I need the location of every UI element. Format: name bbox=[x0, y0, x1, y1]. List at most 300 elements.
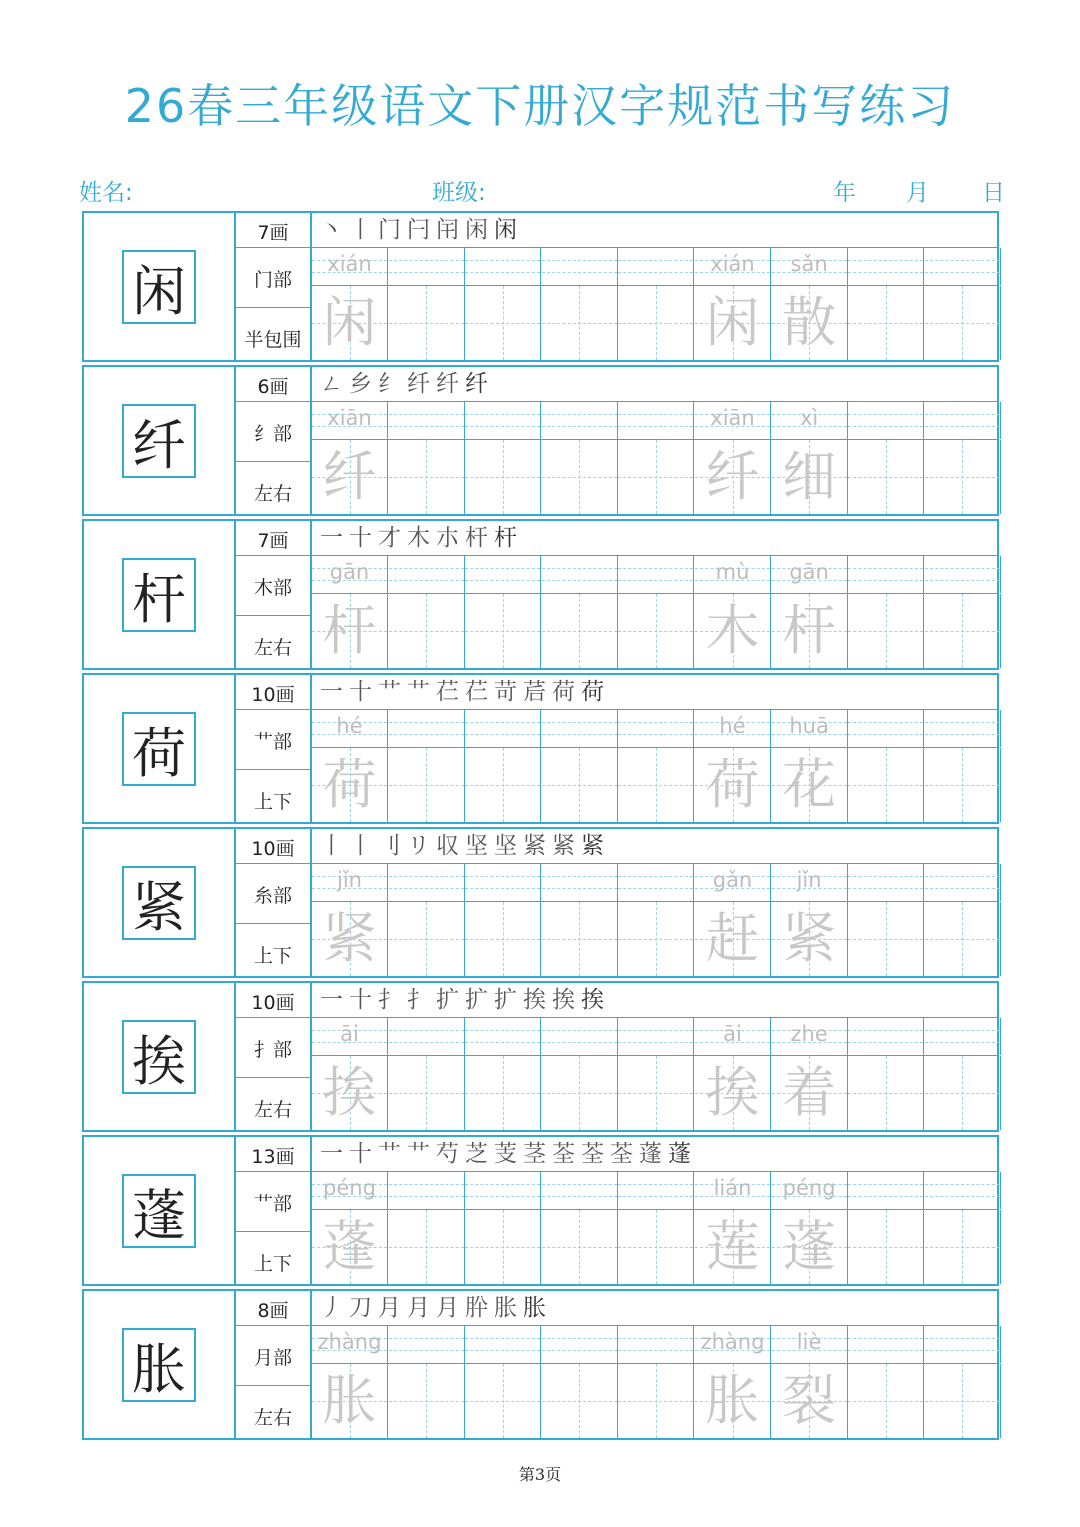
pinyin-cell[interactable] bbox=[465, 248, 541, 285]
stroke-step: 一 bbox=[320, 987, 349, 1013]
pinyin-cell[interactable] bbox=[389, 1326, 465, 1363]
tian-grid-cell[interactable] bbox=[618, 1364, 694, 1438]
stroke-step: 刂 bbox=[378, 833, 407, 859]
stroke-step: 月 bbox=[436, 1295, 465, 1321]
char-info bbox=[236, 213, 312, 360]
writing-grid bbox=[312, 675, 997, 822]
tian-grid-cell[interactable] bbox=[848, 440, 924, 514]
hanzi-guide: 杆 bbox=[322, 599, 377, 662]
model-char-cell bbox=[84, 367, 236, 514]
structure: 左右 bbox=[253, 483, 292, 505]
pinyin-cell[interactable] bbox=[312, 402, 388, 439]
hanzi-guide: 闲 bbox=[322, 291, 377, 354]
stroke-step: 丿 bbox=[320, 1295, 349, 1321]
tian-grid-cell[interactable] bbox=[312, 1210, 388, 1284]
tian-grid-cell[interactable] bbox=[695, 902, 771, 976]
pinyin-guide: liè bbox=[796, 1330, 822, 1354]
tian-grid-cell[interactable] bbox=[925, 286, 1001, 360]
stroke-step: 挨 bbox=[552, 987, 581, 1013]
stroke-step: 坚 bbox=[465, 833, 494, 859]
pinyin-row bbox=[312, 248, 997, 286]
hanzi-guide: 花 bbox=[782, 753, 837, 816]
stroke-step: 纟 bbox=[378, 371, 407, 397]
char-block bbox=[82, 981, 999, 1132]
pinyin-cell[interactable] bbox=[848, 1018, 924, 1055]
tian-grid-cell[interactable] bbox=[695, 748, 771, 822]
pinyin-cell[interactable] bbox=[925, 1326, 1001, 1363]
hanzi-guide: 荷 bbox=[322, 753, 377, 816]
pinyin-cell[interactable] bbox=[848, 402, 924, 439]
char-block bbox=[82, 673, 999, 824]
char-info bbox=[236, 367, 312, 514]
tian-grid-cell[interactable] bbox=[695, 1364, 771, 1438]
stroke-count: 7画 bbox=[257, 530, 289, 552]
pinyin-cell[interactable] bbox=[618, 864, 694, 901]
pinyin-cell[interactable] bbox=[542, 556, 618, 593]
tian-grid-cell[interactable] bbox=[848, 902, 924, 976]
stroke-step: 杆 bbox=[465, 525, 494, 551]
hanzi-guide: 纤 bbox=[705, 445, 760, 508]
model-char-cell bbox=[84, 521, 236, 668]
stroke-step: 芢 bbox=[465, 679, 494, 705]
tian-grid-cell[interactable] bbox=[389, 748, 465, 822]
hanzi-guide: 胀 bbox=[322, 1369, 377, 1432]
stroke-step: 苛 bbox=[494, 679, 523, 705]
tian-grid-cell[interactable] bbox=[772, 286, 848, 360]
stroke-step: 闩 bbox=[407, 217, 436, 243]
tian-grid-cell[interactable] bbox=[389, 594, 465, 668]
pinyin-cell[interactable] bbox=[695, 710, 771, 747]
model-char: 杆 bbox=[122, 558, 196, 632]
stroke-count: 8画 bbox=[257, 1300, 289, 1322]
pinyin-guide: āi bbox=[723, 1022, 742, 1046]
pinyin-cell[interactable] bbox=[389, 248, 465, 285]
radical: 纟部 bbox=[253, 423, 292, 445]
hanzi-guide: 木 bbox=[705, 599, 760, 662]
hanzi-guide: 莲 bbox=[705, 1215, 760, 1278]
stroke-step: 闲 bbox=[494, 217, 523, 243]
pinyin-cell[interactable] bbox=[312, 864, 388, 901]
radical: 月部 bbox=[253, 1347, 292, 1369]
pinyin-cell[interactable] bbox=[465, 710, 541, 747]
tian-grid-cell[interactable] bbox=[389, 440, 465, 514]
tian-grid-cell[interactable] bbox=[618, 594, 694, 668]
tian-grid-cell[interactable] bbox=[389, 1210, 465, 1284]
pinyin-cell[interactable] bbox=[695, 864, 771, 901]
char-info bbox=[236, 1291, 312, 1438]
pinyin-cell[interactable] bbox=[695, 1018, 771, 1055]
pinyin-guide: xiān bbox=[710, 406, 755, 430]
model-char: 胀 bbox=[122, 1328, 196, 1402]
stroke-count: 7画 bbox=[257, 222, 289, 244]
pinyin-cell[interactable] bbox=[312, 1326, 388, 1363]
tian-grid-cell[interactable] bbox=[312, 1056, 388, 1130]
writing-grid bbox=[312, 521, 997, 668]
pinyin-cell[interactable] bbox=[618, 710, 694, 747]
tian-grid-cell[interactable] bbox=[925, 748, 1001, 822]
pinyin-cell[interactable] bbox=[695, 402, 771, 439]
pinyin-cell[interactable] bbox=[772, 556, 848, 593]
pinyin-cell[interactable] bbox=[542, 402, 618, 439]
tian-grid-cell[interactable] bbox=[772, 1364, 848, 1438]
pinyin-cell[interactable] bbox=[772, 1326, 848, 1363]
pinyin-guide: jǐn bbox=[337, 868, 362, 892]
stroke-step: 挨 bbox=[523, 987, 552, 1013]
pinyin-cell[interactable] bbox=[925, 556, 1001, 593]
char-block bbox=[82, 519, 999, 670]
stroke-step: 挨 bbox=[581, 987, 610, 1013]
model-char: 挨 bbox=[122, 1020, 196, 1094]
tian-grid-cell[interactable] bbox=[312, 286, 388, 360]
stroke-step: 胀 bbox=[523, 1295, 552, 1321]
pinyin-row bbox=[312, 402, 997, 440]
pinyin-guide: āi bbox=[340, 1022, 359, 1046]
tian-grid-cell[interactable] bbox=[848, 594, 924, 668]
pinyin-cell[interactable] bbox=[772, 1172, 848, 1209]
tian-grid-cell[interactable] bbox=[618, 902, 694, 976]
tian-grid-cell[interactable] bbox=[542, 902, 618, 976]
radical: 门部 bbox=[253, 269, 292, 291]
stroke-count: 6画 bbox=[257, 376, 289, 398]
tian-grid-cell[interactable] bbox=[312, 902, 388, 976]
pinyin-cell[interactable] bbox=[542, 248, 618, 285]
tian-grid-cell[interactable] bbox=[925, 1056, 1001, 1130]
tian-grid-cell[interactable] bbox=[695, 440, 771, 514]
pinyin-cell[interactable] bbox=[312, 1018, 388, 1055]
hanzi-guide: 挨 bbox=[705, 1061, 760, 1124]
stroke-step: 闲 bbox=[465, 217, 494, 243]
hanzi-guide: 纤 bbox=[322, 445, 377, 508]
radical: 木部 bbox=[253, 577, 292, 599]
pinyin-cell[interactable] bbox=[695, 556, 771, 593]
tian-grid-cell[interactable] bbox=[695, 1056, 771, 1130]
pinyin-cell[interactable] bbox=[465, 1172, 541, 1209]
pinyin-cell[interactable] bbox=[772, 402, 848, 439]
pinyin-cell[interactable] bbox=[542, 864, 618, 901]
pinyin-cell[interactable] bbox=[542, 1018, 618, 1055]
pinyin-cell[interactable] bbox=[848, 1326, 924, 1363]
pinyin-cell[interactable] bbox=[925, 710, 1001, 747]
stroke-step: 一 bbox=[320, 1141, 349, 1167]
hanzi-guide: 散 bbox=[782, 291, 837, 354]
model-char-cell bbox=[84, 213, 236, 360]
pinyin-cell[interactable] bbox=[465, 864, 541, 901]
hanzi-row bbox=[312, 1210, 997, 1284]
tian-grid-cell[interactable] bbox=[465, 594, 541, 668]
tian-grid-cell[interactable] bbox=[618, 1056, 694, 1130]
stroke-count: 10画 bbox=[251, 684, 295, 706]
tian-grid-cell[interactable] bbox=[312, 748, 388, 822]
tian-grid-cell[interactable] bbox=[312, 1364, 388, 1438]
pinyin-cell[interactable] bbox=[925, 1172, 1001, 1209]
pinyin-cell[interactable] bbox=[465, 1018, 541, 1055]
char-block bbox=[82, 1135, 999, 1286]
stroke-order bbox=[312, 1137, 997, 1172]
pinyin-cell[interactable] bbox=[848, 248, 924, 285]
hanzi-guide: 细 bbox=[782, 445, 837, 508]
stroke-step: 扌 bbox=[378, 987, 407, 1013]
stroke-step: 荷 bbox=[552, 679, 581, 705]
pinyin-cell[interactable] bbox=[925, 402, 1001, 439]
hanzi-guide: 闲 bbox=[705, 291, 760, 354]
class-label: 班级: bbox=[432, 180, 486, 206]
pinyin-cell[interactable] bbox=[848, 1172, 924, 1209]
stroke-step: 十 bbox=[349, 525, 378, 551]
stroke-step: 蓬 bbox=[668, 1141, 697, 1167]
stroke-step: 紧 bbox=[581, 833, 610, 859]
stroke-step: リ bbox=[407, 833, 436, 859]
pinyin-row bbox=[312, 1326, 997, 1364]
pinyin-cell[interactable] bbox=[312, 1172, 388, 1209]
pinyin-cell[interactable] bbox=[925, 1018, 1001, 1055]
pinyin-guide: péng bbox=[323, 1176, 376, 1200]
tian-grid-cell[interactable] bbox=[848, 1364, 924, 1438]
pinyin-cell[interactable] bbox=[312, 710, 388, 747]
tian-grid-cell[interactable] bbox=[465, 1364, 541, 1438]
hanzi-guide: 着 bbox=[782, 1061, 837, 1124]
pinyin-cell[interactable] bbox=[389, 1018, 465, 1055]
pinyin-cell[interactable] bbox=[772, 248, 848, 285]
pinyin-guide: lián bbox=[713, 1176, 752, 1200]
tian-grid-cell[interactable] bbox=[618, 440, 694, 514]
tian-grid-cell[interactable] bbox=[925, 902, 1001, 976]
hanzi-guide: 紧 bbox=[782, 907, 837, 970]
stroke-step: 艹 bbox=[378, 1141, 407, 1167]
tian-grid-cell[interactable] bbox=[925, 1210, 1001, 1284]
writing-grid bbox=[312, 1137, 997, 1284]
char-block bbox=[82, 211, 999, 362]
model-char-cell bbox=[84, 829, 236, 976]
tian-grid-cell[interactable] bbox=[542, 1056, 618, 1130]
pinyin-cell[interactable] bbox=[618, 248, 694, 285]
tian-grid-cell[interactable] bbox=[465, 748, 541, 822]
stroke-step: 扌 bbox=[407, 987, 436, 1013]
hanzi-guide: 杆 bbox=[782, 599, 837, 662]
pinyin-cell[interactable] bbox=[618, 1018, 694, 1055]
radical: 扌部 bbox=[253, 1039, 292, 1061]
tian-grid-cell[interactable] bbox=[312, 594, 388, 668]
stroke-step: 芍 bbox=[436, 1141, 465, 1167]
stroke-step: 荃 bbox=[610, 1141, 639, 1167]
pinyin-cell[interactable] bbox=[695, 1326, 771, 1363]
tian-grid-cell[interactable] bbox=[542, 1364, 618, 1438]
tian-grid-cell[interactable] bbox=[618, 748, 694, 822]
hanzi-row bbox=[312, 440, 997, 514]
pinyin-cell[interactable] bbox=[848, 556, 924, 593]
hanzi-guide: 蓬 bbox=[782, 1215, 837, 1278]
hanzi-row bbox=[312, 902, 997, 976]
pinyin-cell[interactable] bbox=[312, 556, 388, 593]
pinyin-cell[interactable] bbox=[542, 710, 618, 747]
writing-grid bbox=[312, 213, 997, 360]
structure: 左右 bbox=[253, 1099, 292, 1121]
name-label: 姓名: bbox=[79, 180, 133, 206]
tian-grid-cell[interactable] bbox=[695, 286, 771, 360]
hanzi-row bbox=[312, 748, 997, 822]
tian-grid-cell[interactable] bbox=[542, 1210, 618, 1284]
tian-grid-cell[interactable] bbox=[465, 286, 541, 360]
tian-grid-cell[interactable] bbox=[618, 286, 694, 360]
hanzi-guide: 蓬 bbox=[322, 1215, 377, 1278]
tian-grid-cell[interactable] bbox=[772, 902, 848, 976]
stroke-count: 10画 bbox=[251, 992, 295, 1014]
pinyin-cell[interactable] bbox=[389, 556, 465, 593]
pinyin-guide: zhe bbox=[790, 1022, 828, 1046]
stroke-step: 朩 bbox=[436, 525, 465, 551]
structure: 上下 bbox=[253, 791, 292, 813]
tian-grid-cell[interactable] bbox=[695, 1210, 771, 1284]
pinyin-cell[interactable] bbox=[542, 1326, 618, 1363]
stroke-step: 荃 bbox=[552, 1141, 581, 1167]
pinyin-cell[interactable] bbox=[772, 1018, 848, 1055]
tian-grid-cell[interactable] bbox=[925, 440, 1001, 514]
tian-grid-cell[interactable] bbox=[772, 1056, 848, 1130]
pinyin-cell[interactable] bbox=[618, 402, 694, 439]
tian-grid-cell[interactable] bbox=[542, 594, 618, 668]
model-char: 闲 bbox=[122, 250, 196, 324]
pinyin-cell[interactable] bbox=[772, 710, 848, 747]
tian-grid-cell[interactable] bbox=[465, 902, 541, 976]
stroke-count: 13画 bbox=[251, 1146, 295, 1168]
hanzi-row bbox=[312, 286, 997, 360]
pinyin-cell[interactable] bbox=[618, 556, 694, 593]
tian-grid-cell[interactable] bbox=[389, 1056, 465, 1130]
stroke-step: 肸 bbox=[465, 1295, 494, 1321]
hanzi-row bbox=[312, 1364, 997, 1438]
stroke-order bbox=[312, 1291, 997, 1326]
pinyin-cell[interactable] bbox=[542, 1172, 618, 1209]
tian-grid-cell[interactable] bbox=[465, 1056, 541, 1130]
stroke-step: 月 bbox=[378, 1295, 407, 1321]
model-char: 荷 bbox=[122, 712, 196, 786]
stroke-step: 紧 bbox=[523, 833, 552, 859]
tian-grid-cell[interactable] bbox=[772, 440, 848, 514]
tian-grid-cell[interactable] bbox=[772, 748, 848, 822]
pinyin-cell[interactable] bbox=[925, 248, 1001, 285]
pinyin-cell[interactable] bbox=[389, 402, 465, 439]
pinyin-cell[interactable] bbox=[389, 1172, 465, 1209]
pinyin-row bbox=[312, 1018, 997, 1056]
pinyin-guide: péng bbox=[782, 1176, 836, 1200]
pinyin-cell[interactable] bbox=[772, 864, 848, 901]
stroke-step: 十 bbox=[349, 1141, 378, 1167]
hanzi-guide: 胀 bbox=[705, 1369, 760, 1432]
tian-grid-cell[interactable] bbox=[542, 440, 618, 514]
tian-grid-cell[interactable] bbox=[772, 594, 848, 668]
char-info bbox=[236, 675, 312, 822]
tian-grid-cell[interactable] bbox=[848, 748, 924, 822]
pinyin-cell[interactable] bbox=[465, 1326, 541, 1363]
structure: 左右 bbox=[253, 1407, 292, 1429]
tian-grid-cell[interactable] bbox=[618, 1210, 694, 1284]
page-title: 26春三年级语文下册汉字规范书写练习 bbox=[124, 79, 956, 133]
pinyin-guide: hé bbox=[719, 714, 746, 738]
model-char-cell bbox=[84, 675, 236, 822]
tian-grid-cell[interactable] bbox=[695, 594, 771, 668]
tian-grid-cell[interactable] bbox=[542, 286, 618, 360]
tian-grid-cell[interactable] bbox=[389, 902, 465, 976]
model-char: 纤 bbox=[122, 404, 196, 478]
stroke-order bbox=[312, 213, 997, 248]
year-label: 年 bbox=[833, 180, 856, 206]
pinyin-row bbox=[312, 556, 997, 594]
pinyin-cell[interactable] bbox=[925, 864, 1001, 901]
pinyin-cell[interactable] bbox=[312, 248, 388, 285]
stroke-step: 丨 bbox=[349, 833, 378, 859]
char-block bbox=[82, 1289, 999, 1440]
pinyin-cell[interactable] bbox=[465, 556, 541, 593]
tian-grid-cell[interactable] bbox=[465, 1210, 541, 1284]
pinyin-guide: xián bbox=[710, 252, 755, 276]
pinyin-cell[interactable] bbox=[465, 402, 541, 439]
tian-grid-cell[interactable] bbox=[312, 440, 388, 514]
stroke-step: 丶 bbox=[320, 217, 349, 243]
pinyin-cell[interactable] bbox=[389, 710, 465, 747]
stroke-step: 木 bbox=[407, 525, 436, 551]
pinyin-guide: xiān bbox=[327, 406, 372, 430]
tian-grid-cell[interactable] bbox=[848, 1056, 924, 1130]
stroke-step: 芢 bbox=[436, 679, 465, 705]
stroke-step: 一 bbox=[320, 679, 349, 705]
model-char-cell bbox=[84, 983, 236, 1130]
stroke-step: 十 bbox=[349, 987, 378, 1013]
hanzi-guide: 紧 bbox=[322, 907, 377, 970]
pinyin-cell[interactable] bbox=[695, 1172, 771, 1209]
hanzi-guide: 荷 bbox=[705, 753, 760, 816]
model-char: 蓬 bbox=[122, 1174, 196, 1248]
stroke-order bbox=[312, 367, 997, 402]
tian-grid-cell[interactable] bbox=[925, 1364, 1001, 1438]
hanzi-row bbox=[312, 1056, 997, 1130]
pinyin-cell[interactable] bbox=[695, 248, 771, 285]
tian-grid-cell[interactable] bbox=[389, 1364, 465, 1438]
stroke-step: 纤 bbox=[465, 371, 494, 397]
stroke-step: 纤 bbox=[407, 371, 436, 397]
pinyin-cell[interactable] bbox=[389, 864, 465, 901]
tian-grid-cell[interactable] bbox=[772, 1210, 848, 1284]
radical: 艹部 bbox=[253, 1193, 292, 1215]
pinyin-guide: mù bbox=[715, 560, 750, 584]
stroke-count: 10画 bbox=[251, 838, 295, 860]
pinyin-row bbox=[312, 864, 997, 902]
pinyin-cell[interactable] bbox=[618, 1172, 694, 1209]
month-label: 月 bbox=[906, 180, 929, 206]
stroke-step: 艹 bbox=[378, 679, 407, 705]
stroke-step: 十 bbox=[349, 679, 378, 705]
char-info bbox=[236, 521, 312, 668]
stroke-step: 刀 bbox=[349, 1295, 378, 1321]
stroke-step: 丨 bbox=[349, 217, 378, 243]
tian-grid-cell[interactable] bbox=[925, 594, 1001, 668]
stroke-step: 扩 bbox=[494, 987, 523, 1013]
stroke-step: 紧 bbox=[552, 833, 581, 859]
stroke-step: ㄥ bbox=[320, 371, 349, 397]
pinyin-cell[interactable] bbox=[618, 1326, 694, 1363]
tian-grid-cell[interactable] bbox=[542, 748, 618, 822]
structure: 上下 bbox=[253, 1253, 292, 1275]
pinyin-cell[interactable] bbox=[848, 710, 924, 747]
stroke-step: 茩 bbox=[523, 679, 552, 705]
pinyin-guide: jǐn bbox=[796, 868, 822, 892]
stroke-order bbox=[312, 983, 997, 1018]
pinyin-row bbox=[312, 710, 997, 748]
tian-grid-cell[interactable] bbox=[848, 1210, 924, 1284]
pinyin-cell[interactable] bbox=[848, 864, 924, 901]
tian-grid-cell[interactable] bbox=[465, 440, 541, 514]
hanzi-row bbox=[312, 594, 997, 668]
tian-grid-cell[interactable] bbox=[848, 286, 924, 360]
tian-grid-cell[interactable] bbox=[389, 286, 465, 360]
